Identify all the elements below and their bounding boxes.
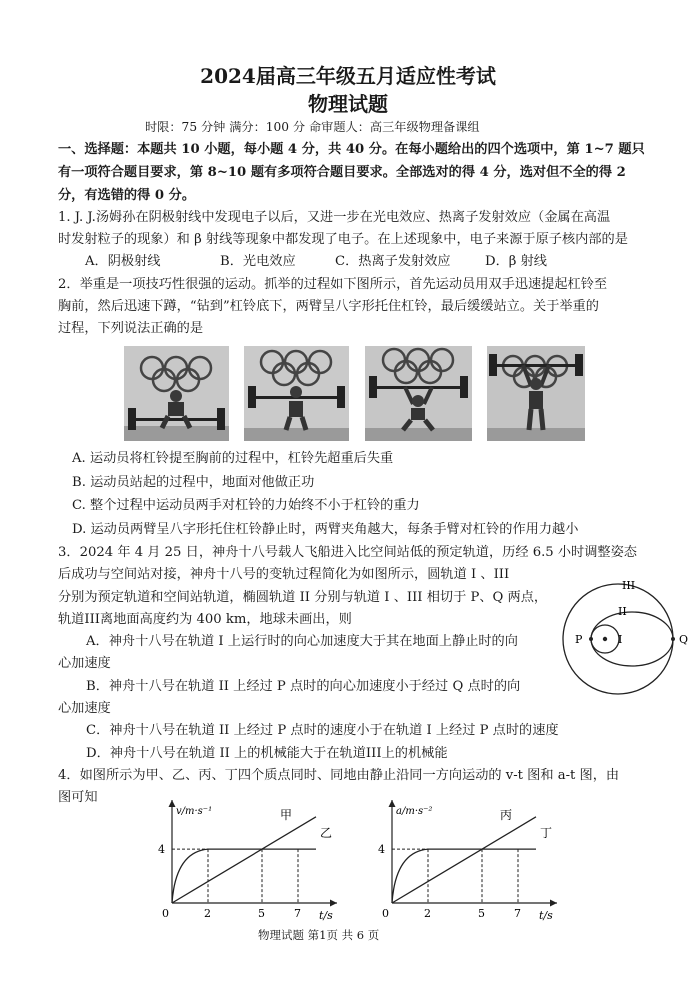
- q3-option-b-line2: 心加速度: [58, 701, 111, 716]
- q3-line3: 分别为预定轨道和空间站轨道，椭圆轨道 II 分别与轨道 I 、III 相切于 P、Q 两点，: [58, 590, 548, 605]
- label-orbit-ii: II: [618, 605, 627, 618]
- q2-option-a: A. 运动员将杠铃提至胸前的过程中，杠铃先超重后失重: [72, 451, 394, 466]
- exam-subtitle: 物理试题: [308, 92, 388, 116]
- point-q-dot: [671, 637, 675, 641]
- q2-line2: 胸前，然后迅速下蹲，“钻到”杠铃底下，两臂呈八字形托住杠铃，最后缓缓站立。关于举重的: [58, 299, 599, 314]
- vt-xlabel: t/s: [319, 909, 333, 922]
- at-series-丁: [392, 849, 536, 903]
- weightlifting-photo-1: [124, 346, 229, 441]
- vt-ytick-4: 4: [158, 843, 165, 857]
- vt-series-乙: [172, 849, 316, 903]
- vt-xtick-2: 2: [204, 907, 211, 920]
- label-orbit-iii: III: [622, 579, 636, 592]
- q3-option-a-line1: A．神舟十八号在轨道 I 上运行时的向心加速度大于其在地面上静止时的向: [86, 634, 518, 649]
- section-instructions-line2: 有一项符合题目要求，第 8~10 题有多项符合题目要求。全部选对的得 4 分，选对但不全的得 2: [58, 165, 626, 180]
- at-xlabel: t/s: [539, 909, 553, 922]
- vt-chart: [150, 796, 350, 921]
- weightlifting-photo-3: [365, 346, 472, 441]
- vt-xtick-5: 5: [258, 907, 265, 920]
- q2-option-c: C. 整个过程中运动员两手对杠铃的力始终不小于杠铃的重力: [72, 498, 420, 513]
- q1-option-a: A．阴极射线: [85, 254, 161, 269]
- section-instructions-line3: 分，有选错的得 0 分。: [58, 188, 196, 203]
- label-point-q: Q: [679, 633, 689, 646]
- q3-line2: 后成功与空间站对接，神舟十八号的变轨过程简化为如图所示，圆轨道 I 、III: [58, 567, 510, 582]
- at-xtick-2: 2: [424, 907, 431, 920]
- q3-option-a-line2: 心加速度: [58, 656, 111, 671]
- q1-line1: 1. J. J.汤姆孙在阴极射线中发现电子以后，又进一步在光电效应、热离子发射效应（金属在高温: [58, 210, 611, 225]
- q1-line2: 时发射粒子的现象）和 β 射线等现象中都发现了电子。在上述现象中，电子来源于原子核内部的是: [58, 232, 628, 247]
- q2-option-b: B. 运动员站起的过程中，地面对他做正功: [72, 475, 315, 490]
- q4-line2: 图可知: [58, 790, 98, 805]
- vt-label-甲: 甲: [280, 807, 293, 822]
- at-chart: [370, 796, 570, 921]
- at-ytick-4: 4: [378, 843, 385, 857]
- q3-option-b-line1: B．神舟十八号在轨道 II 上经过 P 点时的向心加速度小于经过 Q 点时的向: [86, 679, 521, 694]
- at-label-丙: 丙: [500, 807, 513, 822]
- exam-title: 2024届高三年级五月适应性考试: [200, 64, 496, 88]
- at-xtick-5: 5: [478, 907, 485, 920]
- earth-center-dot: [603, 637, 607, 641]
- q3-line1: 3．2024 年 4 月 25 日，神舟十八号载人飞船进入比空间站低的预定轨道，历经 6.5 小时调整姿态: [58, 545, 637, 560]
- q3-line4: 轨道III离地面高度约为 400 km，地球未画出，则: [58, 612, 352, 627]
- exam-meta: 时限：75 分钟 满分：100 分 命审题人：高三年级物理备课组: [145, 120, 480, 134]
- q3-option-d: D．神舟十八号在轨道 II 上的机械能大于在轨道III上的机械能: [86, 746, 448, 761]
- at-xtick-7: 7: [514, 907, 521, 920]
- vt-xtick-7: 7: [294, 907, 301, 920]
- q3-option-c: C．神舟十八号在轨道 II 上经过 P 点时的速度小于在轨道 I 上经过 P 点时的速度: [86, 723, 559, 738]
- vt-ylabel: v/m·s⁻¹: [176, 806, 213, 817]
- orbit-diagram: [555, 575, 689, 705]
- q1-option-b: B．光电效应: [220, 254, 296, 269]
- vt-series-甲: [172, 817, 316, 903]
- vt-xtick-0: 0: [162, 907, 169, 920]
- q2-line1: 2．举重是一项技巧性很强的运动。抓举的过程如下图所示，首先运动员用双手迅速提起杠铃至: [58, 277, 608, 292]
- at-ylabel: a/m·s⁻²: [396, 806, 433, 817]
- q2-option-d: D. 运动员两臂呈八字形托住杠铃静止时，两臂夹角越大，每条手臂对杠铃的作用力越小: [72, 522, 579, 537]
- point-p-dot: [589, 637, 593, 641]
- q4-line1: 4．如图所示为甲、乙、丙、丁四个质点同时、同地由静止沿同一方向运动的 v-t 图和 a-t 图，由: [58, 768, 620, 783]
- label-orbit-i: I: [618, 633, 623, 646]
- label-point-p: P: [575, 633, 583, 646]
- q2-line3: 过程，下列说法正确的是: [58, 321, 204, 336]
- at-xtick-0: 0: [382, 907, 389, 920]
- vt-label-乙: 乙: [320, 826, 333, 841]
- page-footer: 物理试题 第1页 共 6 页: [258, 928, 380, 942]
- at-series-丙: [392, 817, 536, 903]
- q1-option-d: D．β 射线: [485, 254, 547, 269]
- q1-option-c: C．热离子发射效应: [335, 254, 451, 269]
- weightlifting-photo-4: [487, 346, 585, 441]
- section-instructions-line1: 一、选择题：本题共 10 小题，每小题 4 分，共 40 分。在每小题给出的四个选项中，第 1~7 题只: [58, 142, 645, 157]
- at-label-丁: 丁: [540, 826, 553, 841]
- weightlifting-photo-2: [244, 346, 349, 441]
